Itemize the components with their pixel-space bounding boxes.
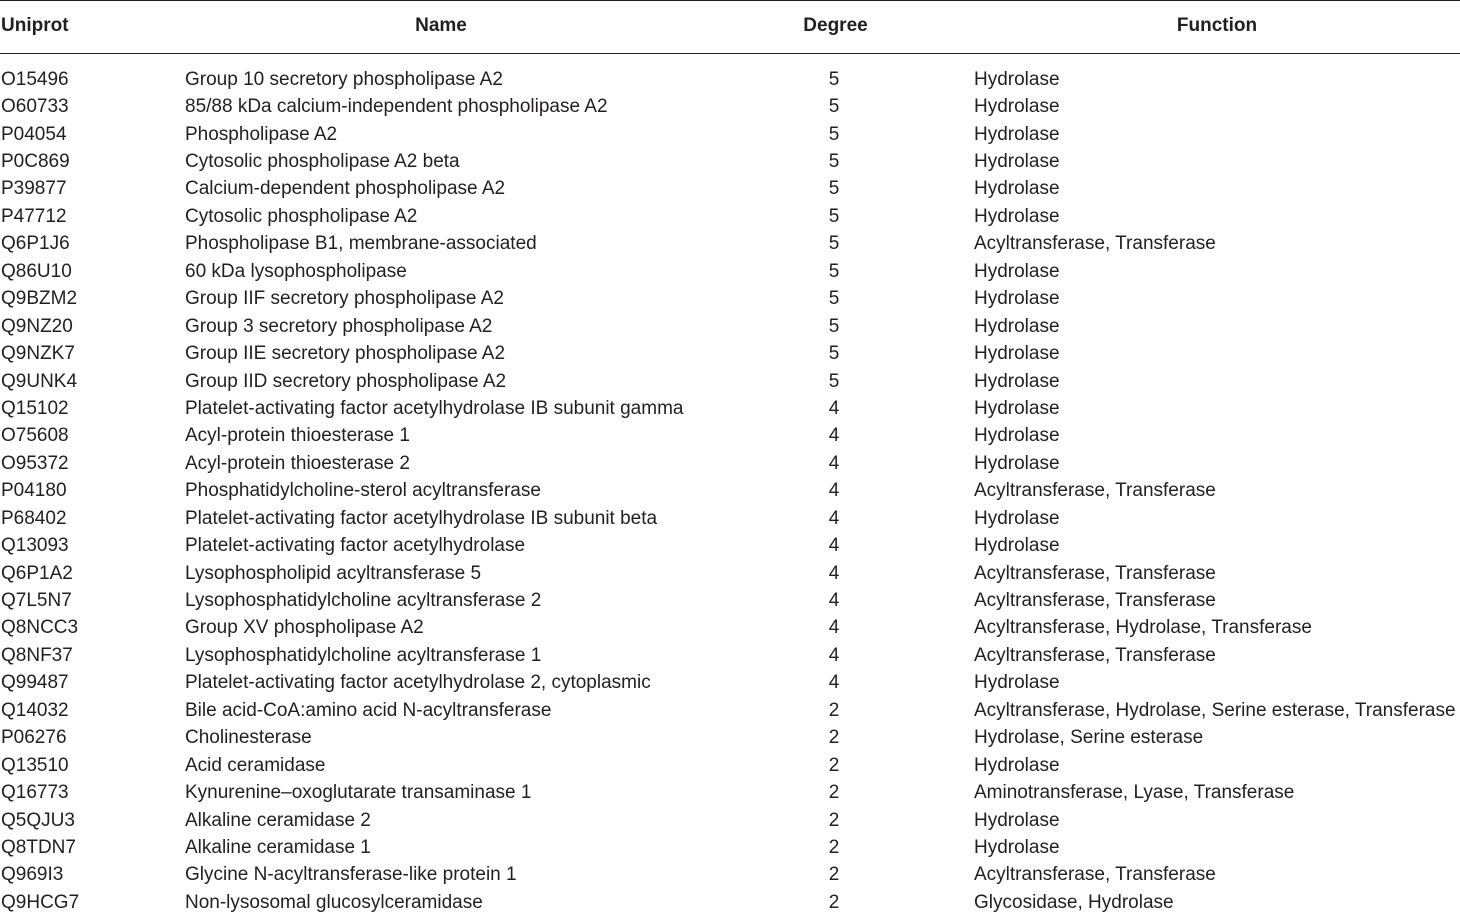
header-function: Function: [974, 1, 1460, 54]
cell-function: Hydrolase: [974, 535, 1060, 557]
cell-uniprot: Q8NCC3: [1, 617, 79, 639]
cell-function: Hydrolase: [974, 96, 1060, 118]
table-row: [0, 615, 1460, 642]
cell-name: Calcium-dependent phospholipase A2: [185, 178, 506, 200]
table-row: [0, 148, 1460, 175]
cell-function: Glycosidase, Hydrolase: [974, 891, 1174, 913]
cell-degree: 4: [828, 507, 840, 529]
header-row: [0, 1, 1460, 54]
table-row: [0, 560, 1460, 587]
cell-uniprot: Q9BZM2: [1, 288, 78, 310]
table-row: [0, 889, 1460, 916]
cell-name: Group XV phospholipase A2: [185, 617, 424, 639]
table-row: [0, 258, 1460, 285]
cell-degree: 2: [828, 836, 840, 858]
cell-name: Phospholipase A2: [185, 123, 338, 145]
cell-degree: 4: [828, 590, 840, 612]
table-row: [0, 834, 1460, 861]
cell-function: Hydrolase: [974, 205, 1060, 227]
cell-function: Acyltransferase, Transferase: [974, 864, 1216, 886]
cell-name: Acyl-protein thioesterase 2: [185, 452, 410, 474]
cell-name: Non-lysosomal glucosylceramidase: [185, 891, 483, 913]
cell-name: Group IIE secretory phospholipase A2: [185, 343, 506, 365]
cell-name: Lysophosphatidylcholine acyltransferase 2: [185, 590, 542, 612]
header-spacer: [0, 54, 1460, 67]
header-name: Name: [185, 1, 697, 54]
cell-name: Acyl-protein thioesterase 1: [185, 425, 410, 447]
cell-uniprot: P47712: [1, 205, 67, 227]
cell-name: Cytosolic phospholipase A2: [185, 205, 418, 227]
cell-degree: 5: [828, 370, 840, 392]
cell-degree: 2: [828, 782, 840, 804]
table-row: [0, 478, 1460, 505]
cell-degree: 4: [828, 480, 840, 502]
table-row: [0, 286, 1460, 313]
cell-degree: 2: [828, 891, 840, 913]
cell-name: Cholinesterase: [185, 727, 312, 749]
cell-name: Platelet-activating factor acetylhydrolase IB subunit gamma: [185, 397, 684, 419]
cell-function: Acyltransferase, Hydrolase, Transferase: [974, 617, 1312, 639]
table-row: [0, 368, 1460, 395]
cell-uniprot: P0C869: [1, 151, 70, 173]
cell-function: Hydrolase: [974, 397, 1060, 419]
table-row: [0, 505, 1460, 532]
cell-name: Phospholipase B1, membrane-associated: [185, 233, 537, 255]
cell-uniprot: Q5QJU3: [1, 809, 75, 831]
table-row: [0, 587, 1460, 614]
cell-name: Platelet-activating factor acetylhydrolase 2, cytoplasmic: [185, 672, 651, 694]
cell-function: Hydrolase: [974, 754, 1060, 776]
cell-name: Phosphatidylcholine-sterol acyltransferase: [185, 480, 541, 502]
cell-function: Acyltransferase, Transferase: [974, 480, 1216, 502]
table-row: [0, 752, 1460, 779]
cell-uniprot: O75608: [1, 425, 69, 447]
cell-degree: 4: [828, 452, 840, 474]
cell-name: Platelet-activating factor acetylhydrolase IB subunit beta: [185, 507, 658, 529]
cell-uniprot: Q99487: [1, 672, 69, 694]
cell-name: Group 3 secretory phospholipase A2: [185, 315, 493, 337]
cell-function: Hydrolase: [974, 288, 1060, 310]
cell-function: Acyltransferase, Transferase: [974, 233, 1216, 255]
cell-degree: 2: [828, 699, 840, 721]
cell-name: 60 kDa lysophospholipase: [185, 260, 407, 282]
cell-degree: 5: [828, 205, 840, 227]
cell-function: Aminotransferase, Lyase, Transferase: [974, 782, 1295, 804]
table-row: [0, 807, 1460, 834]
cell-uniprot: O15496: [1, 68, 69, 90]
table-row: [0, 725, 1460, 752]
cell-function: Hydrolase: [974, 836, 1060, 858]
table-row: [0, 450, 1460, 477]
cell-name: Platelet-activating factor acetylhydrolase: [185, 535, 526, 557]
table-row: [0, 395, 1460, 422]
cell-degree: 4: [828, 397, 840, 419]
cell-degree: 5: [828, 288, 840, 310]
table-row: [0, 121, 1460, 148]
table-row: [0, 532, 1460, 559]
cell-degree: 4: [828, 672, 840, 694]
cell-uniprot: Q6P1A2: [1, 562, 73, 584]
cell-function: Hydrolase, Serine esterase: [974, 727, 1204, 749]
cell-degree: 5: [828, 151, 840, 173]
cell-name: Bile acid-CoA:amino acid N-acyltransferase: [185, 699, 552, 721]
cell-degree: 4: [828, 425, 840, 447]
cell-function: Acyltransferase, Transferase: [974, 590, 1216, 612]
cell-degree: 5: [828, 96, 840, 118]
cell-function: Acyltransferase, Transferase: [974, 562, 1216, 584]
cell-name: Group IID secretory phospholipase A2: [185, 370, 507, 392]
cell-uniprot: Q8TDN7: [1, 836, 76, 858]
cell-uniprot: P04054: [1, 123, 67, 145]
header-degree: Degree: [697, 1, 974, 54]
table-row: [0, 66, 1460, 93]
cell-uniprot: P39877: [1, 178, 67, 200]
cell-degree: 5: [828, 178, 840, 200]
cell-function: Hydrolase: [974, 425, 1060, 447]
cell-name: Acid ceramidase: [185, 754, 326, 776]
cell-function: Hydrolase: [974, 452, 1060, 474]
cell-uniprot: Q13510: [1, 754, 69, 776]
cell-uniprot: P68402: [1, 507, 67, 529]
cell-uniprot: Q969I3: [1, 864, 64, 886]
cell-uniprot: Q7L5N7: [1, 590, 72, 612]
cell-uniprot: O95372: [1, 452, 69, 474]
cell-degree: 2: [828, 727, 840, 749]
cell-function: Hydrolase: [974, 809, 1060, 831]
cell-function: Hydrolase: [974, 68, 1060, 90]
cell-degree: 5: [828, 343, 840, 365]
cell-name: Lysophosphatidylcholine acyltransferase 1: [185, 644, 542, 666]
cell-degree: 5: [828, 315, 840, 337]
cell-degree: 4: [828, 562, 840, 584]
cell-degree: 2: [828, 754, 840, 776]
cell-uniprot: Q6P1J6: [1, 233, 70, 255]
cell-uniprot: Q8NF37: [1, 644, 73, 666]
cell-name: 85/88 kDa calcium-independent phospholipase A2: [185, 96, 608, 118]
cell-name: Cytosolic phospholipase A2 beta: [185, 151, 460, 173]
cell-name: Glycine N-acyltransferase-like protein 1: [185, 864, 517, 886]
cell-degree: 4: [828, 535, 840, 557]
cell-function: Hydrolase: [974, 507, 1060, 529]
cell-degree: 4: [828, 617, 840, 639]
cell-function: Hydrolase: [974, 151, 1060, 173]
cell-name: Alkaline ceramidase 2: [185, 809, 371, 831]
cell-uniprot: Q9NZK7: [1, 343, 75, 365]
cell-degree: 5: [828, 233, 840, 255]
cell-function: Acyltransferase, Transferase: [974, 644, 1216, 666]
table-row: [0, 176, 1460, 203]
cell-function: Hydrolase: [974, 343, 1060, 365]
cell-degree: 4: [828, 644, 840, 666]
cell-degree: 5: [828, 123, 840, 145]
cell-name: Alkaline ceramidase 1: [185, 836, 371, 858]
table-row: [0, 862, 1460, 889]
table-row: [0, 670, 1460, 697]
table-row: [0, 93, 1460, 120]
cell-uniprot: Q15102: [1, 397, 69, 419]
cell-uniprot: Q86U10: [1, 260, 72, 282]
cell-uniprot: P06276: [1, 727, 67, 749]
cell-name: Lysophospholipid acyltransferase 5: [185, 562, 482, 584]
table-row: [0, 642, 1460, 669]
cell-uniprot: Q14032: [1, 699, 69, 721]
cell-degree: 5: [828, 260, 840, 282]
header-uniprot: Uniprot: [0, 1, 185, 54]
table-row: [0, 313, 1460, 340]
cell-uniprot: Q9UNK4: [1, 370, 78, 392]
table-row: [0, 697, 1460, 724]
cell-name: Group 10 secretory phospholipase A2: [185, 68, 503, 90]
cell-uniprot: Q13093: [1, 535, 69, 557]
cell-function: Hydrolase: [974, 260, 1060, 282]
cell-function: Hydrolase: [974, 178, 1060, 200]
table-header: [0, 1, 1460, 54]
cell-function: Hydrolase: [974, 123, 1060, 145]
cell-uniprot: P04180: [1, 480, 67, 502]
cell-function: Hydrolase: [974, 672, 1060, 694]
cell-uniprot: Q9NZ20: [1, 315, 73, 337]
cell-uniprot: Q9HCG7: [1, 891, 80, 913]
cell-function: Hydrolase: [974, 315, 1060, 337]
cell-name: Kynurenine–oxoglutarate transaminase 1: [185, 782, 532, 804]
cell-function: Hydrolase: [974, 370, 1060, 392]
table-row: [0, 340, 1460, 367]
cell-degree: 2: [828, 809, 840, 831]
cell-degree: 5: [828, 68, 840, 90]
cell-uniprot: O60733: [1, 96, 69, 118]
table-body: [0, 54, 1460, 917]
cell-degree: 2: [828, 864, 840, 886]
table-row: [0, 203, 1460, 230]
cell-function: Acyltransferase, Hydrolase, Serine esterase, Transferase: [974, 699, 1456, 721]
table-row: [0, 231, 1460, 258]
table-row: [0, 423, 1460, 450]
cell-name: Group IIF secretory phospholipase A2: [185, 288, 504, 310]
table-row: [0, 779, 1460, 806]
cell-uniprot: Q16773: [1, 782, 69, 804]
